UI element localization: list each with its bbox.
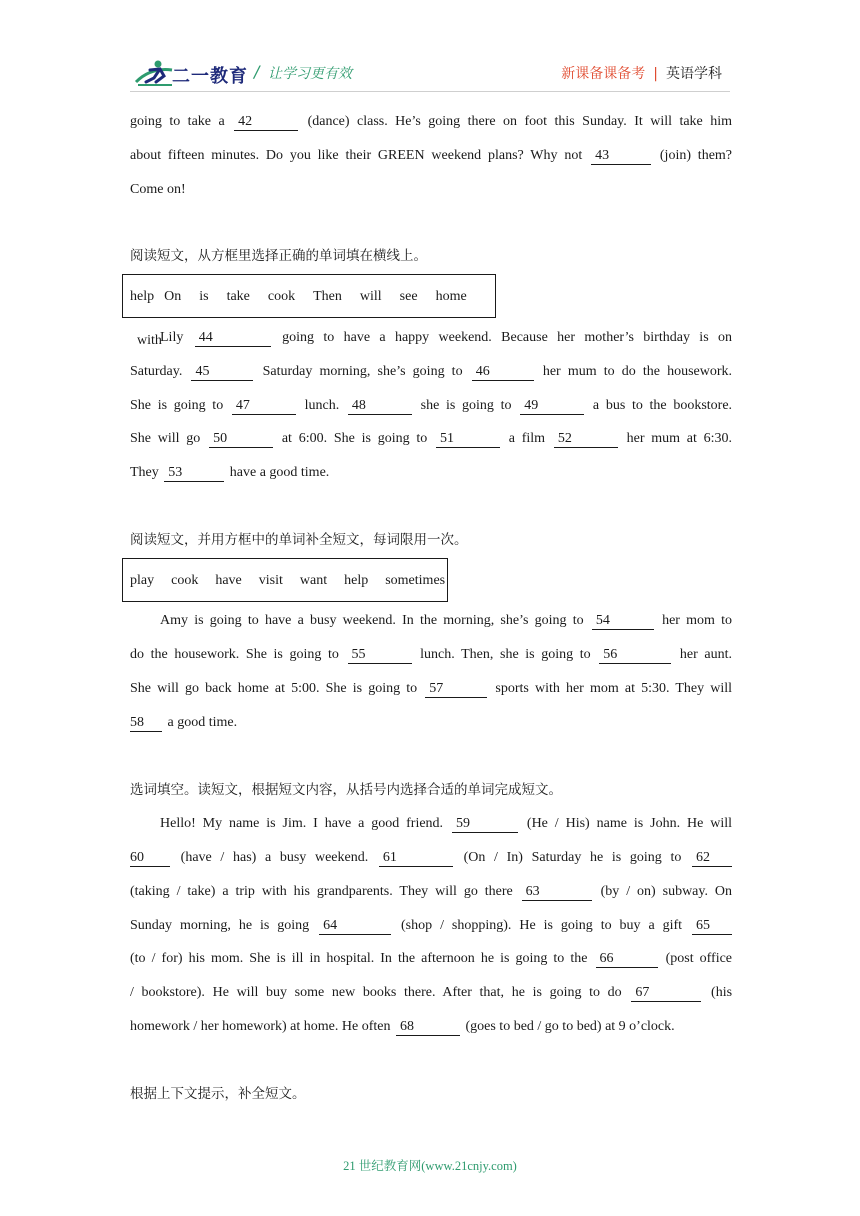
slogan-divider: /	[254, 62, 260, 81]
section1-line4: She will go 50 at 6:00. She is going to 51 a film 52 her mum at 6:30.	[130, 431, 733, 446]
word-bank-item: On	[164, 289, 182, 304]
blank-46[interactable]: 46	[472, 364, 534, 381]
word-bank-item: have	[215, 573, 242, 588]
section3-line1: Hello! My name is Jim. I have a good friend. 59 (He / His) name is John. He will	[160, 816, 733, 831]
page-footer: 21 世纪教育网(www.21cnjy.com)	[343, 1159, 517, 1173]
blank-48[interactable]: 48	[348, 398, 412, 415]
section1-line2: Saturday. 45 Saturday morning, she’s going to 46 her mum to do the housework.	[130, 364, 733, 379]
word-bank-item: play	[130, 573, 155, 588]
word-bank-item: will	[359, 289, 382, 304]
header-subject: 英语学科	[666, 66, 722, 82]
header-separator: |	[653, 66, 658, 82]
section2-line4: 58 a good time.	[130, 715, 238, 730]
word-bank-item: home	[435, 289, 467, 304]
blank-65[interactable]: 65	[692, 918, 732, 935]
blank-55[interactable]: 55	[348, 647, 412, 664]
section3-instruction: 选词填空。读短文，根据短文内容，从括号内选择合适的单词完成短文。	[130, 782, 562, 798]
section4-instruction: 根据上下文提示，补全短文。	[130, 1086, 306, 1102]
logo-text: 二一教育	[172, 66, 248, 87]
section3-line2: 60 (have / has) a busy weekend. 61 (On / In) Saturday he is going to 62	[130, 841, 732, 875]
section2-line3: She will go back home at 5:00. She is going to 57 sports with her mom at 5:30. They will	[130, 681, 733, 696]
word-bank-item: help	[130, 289, 155, 304]
word-bank-item: with	[137, 333, 162, 348]
blank-45[interactable]: 45	[191, 364, 253, 381]
slogan: 让学习更有效	[268, 66, 352, 82]
word-bank-item: Then	[313, 289, 342, 304]
word-bank-item: sometimes	[385, 573, 446, 588]
blank-68[interactable]: 68	[396, 1019, 460, 1036]
word-bank-item: is	[199, 289, 209, 304]
section2-word-box	[122, 558, 448, 602]
section3-line5: (to / for) his mom. She is ill in hospital. In the afternoon he is going to the 66 (post office	[130, 951, 733, 966]
section1-line5: They 53 have a good time.	[130, 465, 330, 480]
section2-line1: Amy is going to have a busy weekend. In the morning, she’s going to 54 her mom to	[160, 613, 733, 628]
blank-66[interactable]: 66	[596, 951, 658, 968]
passage0-line3: Come on!	[130, 182, 186, 197]
blank-62[interactable]: 62	[692, 850, 732, 867]
word-bank-item: see	[399, 289, 418, 304]
section3-line6: / bookstore). He will buy some new books there. After that, he is going to do 67 (his	[130, 985, 733, 1000]
section1-instruction: 阅读短文，从方框里选择正确的单词填在横线上。	[130, 248, 427, 264]
word-bank-item: visit	[258, 573, 283, 588]
blank-53[interactable]: 53	[164, 465, 224, 482]
blank-44[interactable]: 44	[195, 330, 271, 347]
section2-instruction: 阅读短文，并用方框中的单词补全短文，每词限用一次。	[130, 532, 468, 548]
blank-56[interactable]: 56	[599, 647, 671, 664]
section1-line3: She is going to 47 lunch. 48 she is going to 49 a bus to the bookstore.	[130, 398, 733, 413]
blank-52[interactable]: 52	[554, 431, 618, 448]
blank-60[interactable]: 60	[130, 850, 170, 867]
word-bank-item: want	[299, 573, 328, 588]
blank-47[interactable]: 47	[232, 398, 296, 415]
blank-54[interactable]: 54	[592, 613, 654, 630]
word-bank-item: cook	[171, 573, 199, 588]
header-rule	[130, 91, 730, 92]
blank-58[interactable]: 58	[130, 715, 162, 732]
header-tag: 新课备课备考	[561, 66, 646, 82]
blank-64[interactable]: 64	[319, 918, 391, 935]
blank-61[interactable]: 61	[379, 850, 453, 867]
word-bank-item: help	[344, 573, 369, 588]
section3-line3: (taking / take) a trip with his grandparents. They will go there 63 (by / on) subway. On	[130, 884, 733, 899]
word-bank-item: cook	[267, 289, 296, 304]
blank-67[interactable]: 67	[631, 985, 701, 1002]
blank-57[interactable]: 57	[425, 681, 487, 698]
blank-50[interactable]: 50	[209, 431, 273, 448]
page-header	[0, 0, 860, 100]
word-bank-item: take	[226, 289, 250, 304]
blank-63[interactable]: 63	[522, 884, 592, 901]
blank-42[interactable]: 42	[234, 114, 298, 131]
blank-59[interactable]: 59	[452, 816, 518, 833]
section2-line2: do the housework. She is going to 55 lunch. Then, she is going to 56 her aunt.	[130, 647, 733, 662]
header-right	[561, 63, 722, 83]
passage0-line2: about fifteen minutes. Do you like their GREEN weekend plans? Why not 43 (join) them?	[130, 148, 733, 163]
blank-43[interactable]: 43	[591, 148, 651, 165]
section3-line4: Sunday morning, he is going 64 (shop / shopping). He is going to buy a gift 65	[130, 909, 732, 943]
blank-49[interactable]: 49	[520, 398, 584, 415]
section3-line7: homework / her homework) at home. He often 68 (goes to bed / go to bed) at 9 o’clock.	[130, 1019, 675, 1034]
passage0-line1: going to take a 42 (dance) class. He’s going there on foot this Sunday. It will take him	[130, 114, 733, 129]
section1-line1: Lily 44 going to have a happy weekend. Because her mother’s birthday is on	[160, 330, 733, 345]
blank-51[interactable]: 51	[436, 431, 500, 448]
